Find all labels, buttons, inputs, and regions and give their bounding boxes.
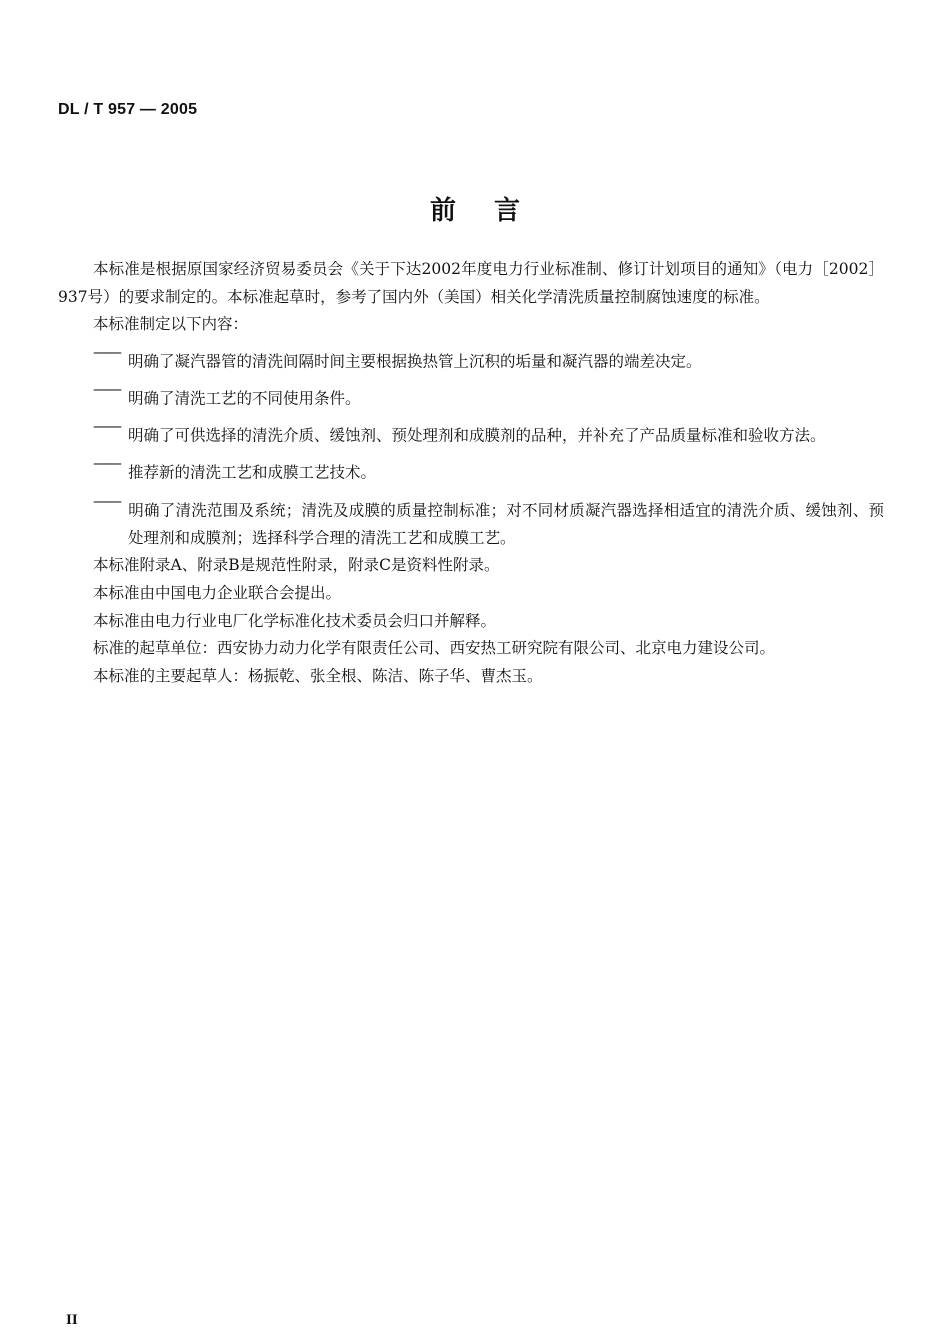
- list-item-text: 明确了清洗工艺的不同使用条件。: [128, 389, 361, 408]
- dash-marker: ——: [93, 342, 120, 361]
- dash-marker: ——: [93, 491, 120, 510]
- appendix-statement: 本标准附录A、附录B是规范性附录，附录C是资料性附录。: [93, 556, 500, 575]
- intro-paragraph: 本标准是根据原国家经济贸易委员会《关于下达2002年度电力行业标准制、修订计划项目的通知》（电力［2002］937号）的要求制定的。本标准起草时，参考了国内外（美国）相关化学清洗质量控制腐蚀速度的标准。: [58, 260, 884, 306]
- page-number: II: [66, 1312, 78, 1328]
- proposer-statement: 本标准由中国电力企业联合会提出。: [93, 583, 342, 602]
- dash-marker: ——: [93, 454, 120, 473]
- list-item: [58, 450, 884, 487]
- list-item: [58, 376, 884, 413]
- contents-lead: 本标准制定以下内容：: [93, 315, 249, 334]
- list-item-text: 明确了凝汽器管的清洗间隔时间主要根据换热管上沉积的垢量和凝汽器的端差决定。: [128, 352, 702, 371]
- list-item: [58, 488, 884, 553]
- list-item-text: 推荐新的清洗工艺和成膜工艺技术。: [128, 463, 377, 482]
- dash-marker: ——: [93, 379, 120, 398]
- drafters-statement: 本标准的主要起草人：杨振乾、张全根、陈洁、陈子华、曹杰玉。: [93, 666, 543, 685]
- list-item: [58, 413, 884, 450]
- list-item: [58, 339, 884, 376]
- list-item-text: 明确了清洗范围及系统；清洗及成膜的质量控制标准；对不同材质凝汽器选择相适宜的清洗介质、缓蚀剂、预处理剂和成膜剂；选择科学合理的清洗工艺和成膜工艺。: [128, 501, 884, 547]
- list-item-text: 明确了可供选择的清洗介质、缓蚀剂、预处理剂和成膜剂的品种，并补充了产品质量标准和验收方法。: [128, 426, 826, 445]
- drafting-units-statement: 标准的起草单位：西安协力动力化学有限责任公司、西安热工研究院有限公司、北京电力建设公司。: [93, 639, 776, 658]
- dash-marker: ——: [93, 417, 120, 436]
- document-code: DL / T 957 — 2005: [58, 101, 198, 118]
- authority-statement: 本标准由电力行业电厂化学标准化技术委员会归口并解释。: [93, 611, 497, 630]
- document-body: [58, 256, 884, 690]
- section-title: 前言: [429, 196, 558, 226]
